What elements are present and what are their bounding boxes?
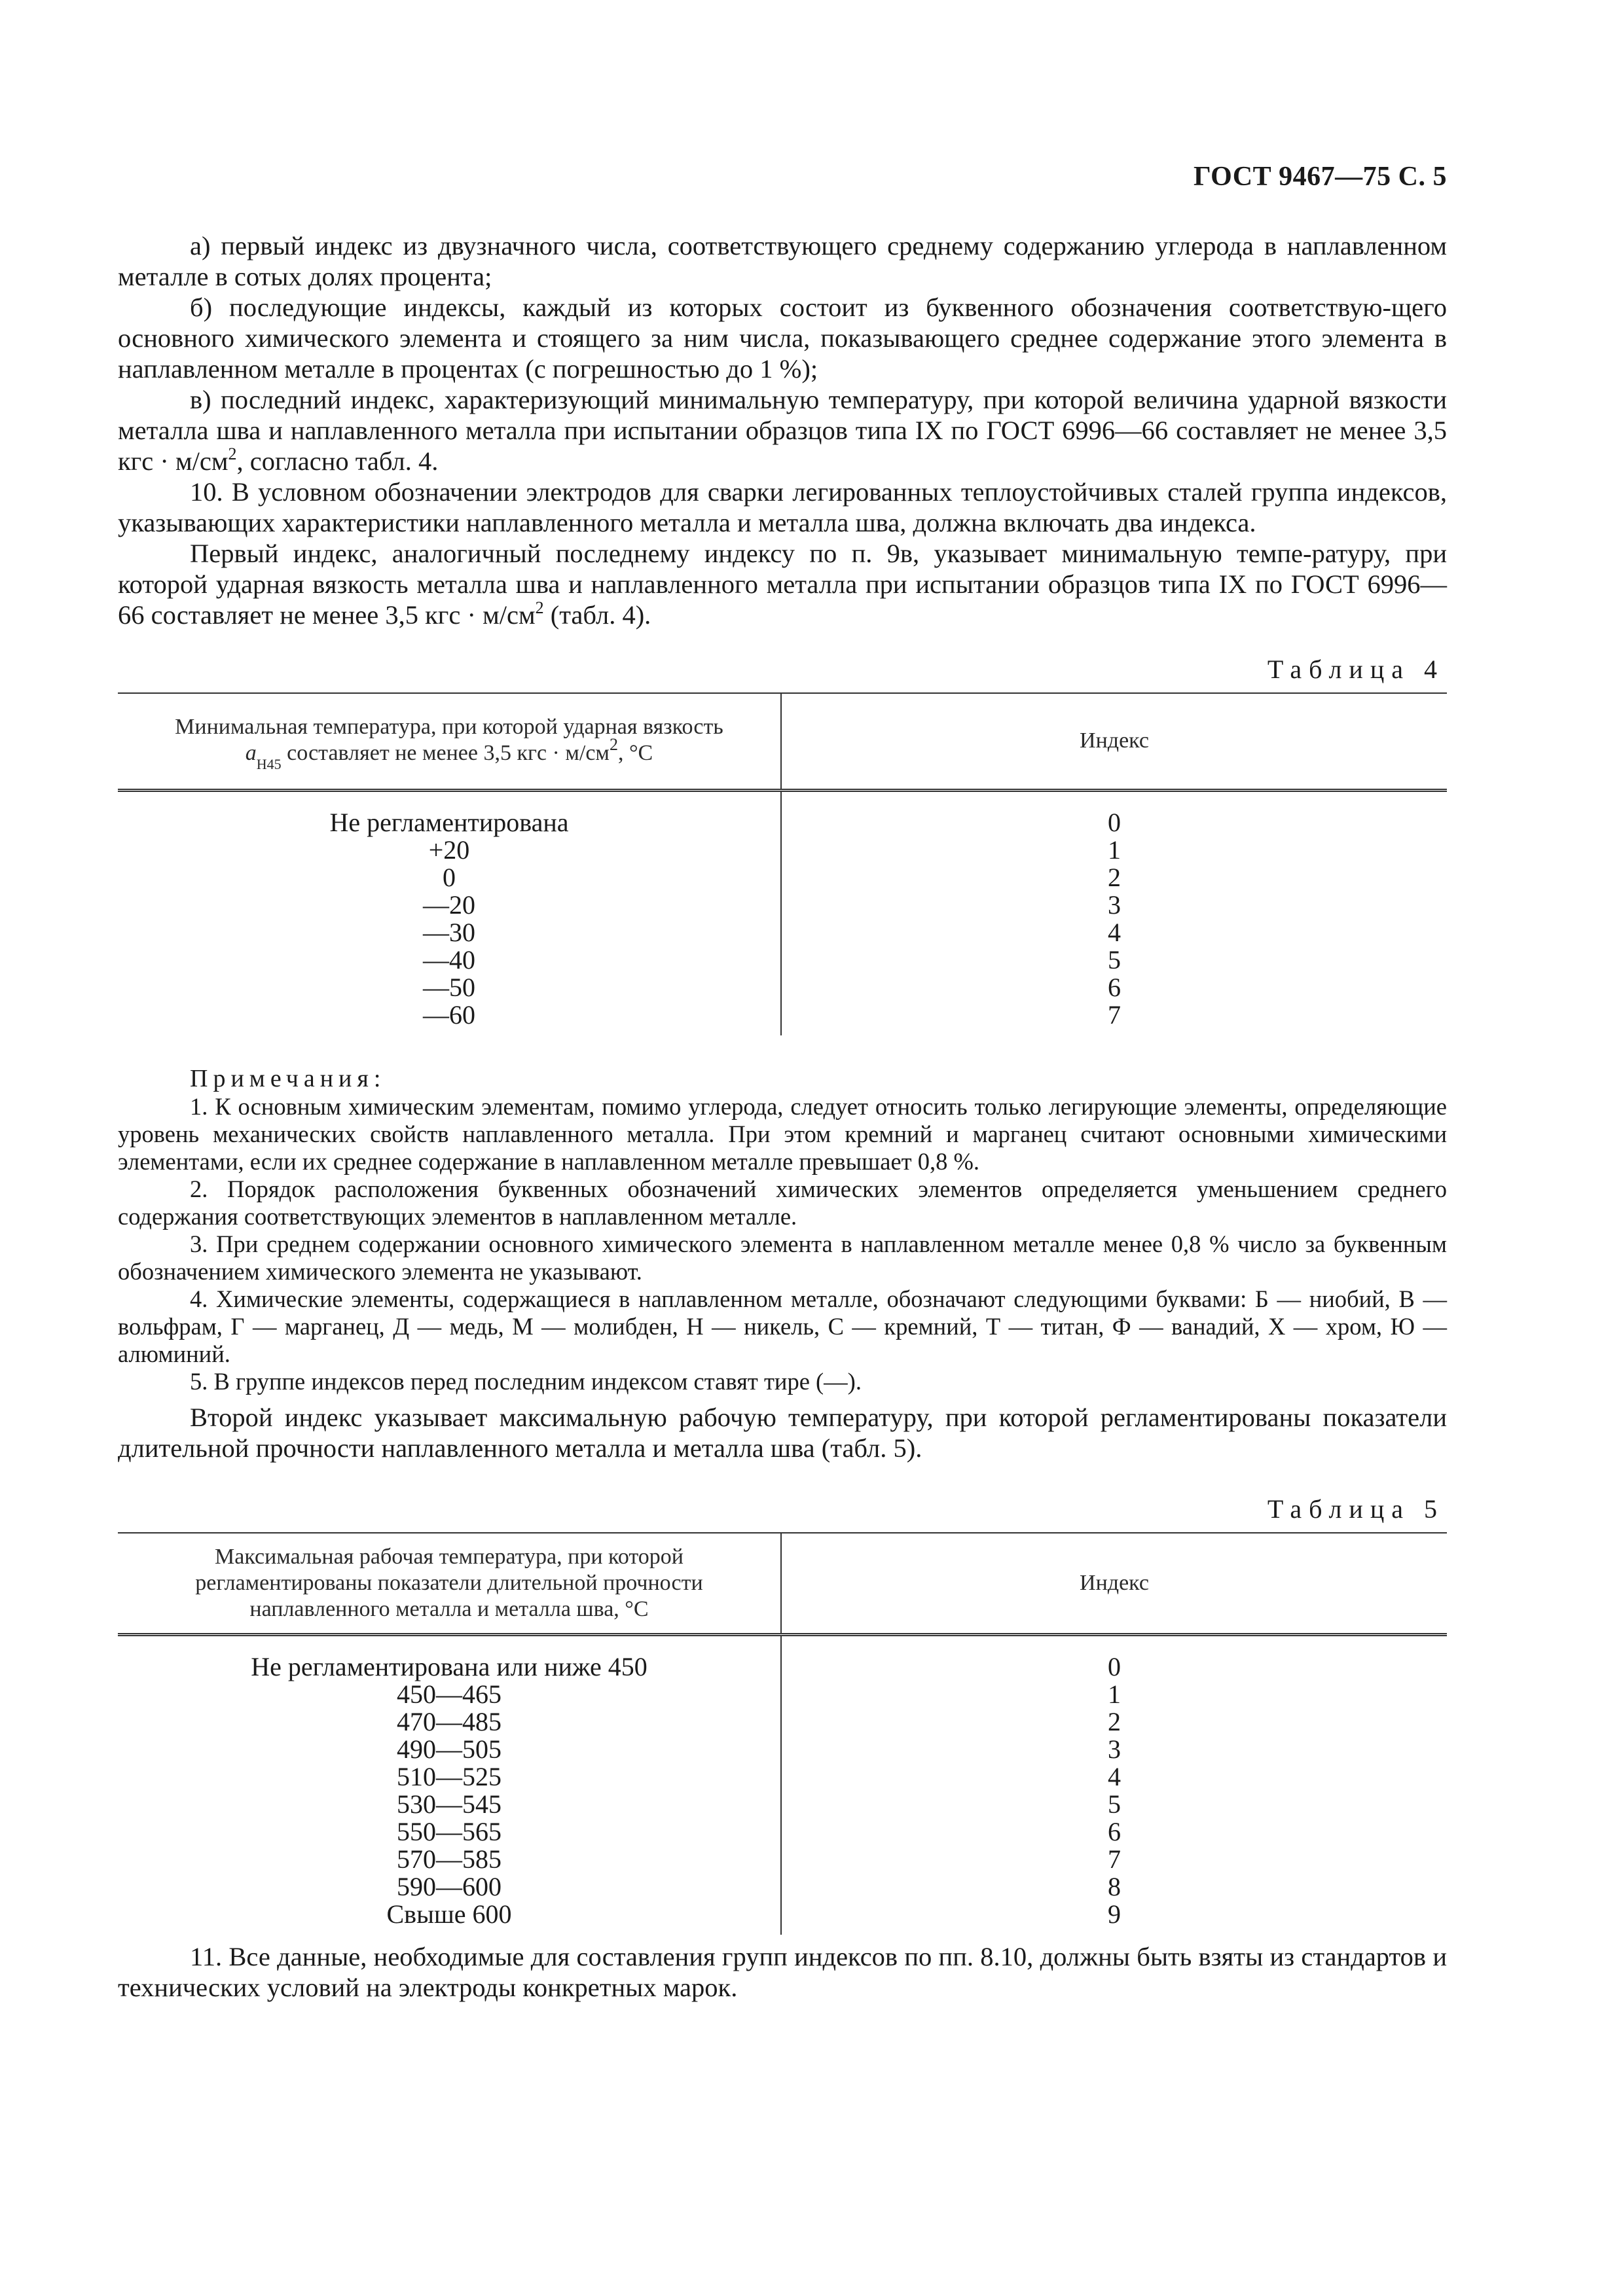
table-row [118,1873,1447,1901]
table5-caption: Таблица 5 [1267,1494,1444,1524]
table-row [118,864,1447,891]
temperature-cell: —50 [118,974,781,1001]
table-row [118,1708,1447,1736]
table-row [118,946,1447,974]
paragraph-11: 11. Все данные, необходимые для составления групп индексов по пп. 8.10, должны быть взяты из стандартов и технических условий на электроды конкретных марок. [118,1942,1447,2002]
table-row [118,1846,1447,1873]
superscript: 2 [609,735,618,755]
table4-header-line1: Минимальная температура, при которой ударная вязкость [175,714,723,739]
superscript: 2 [228,444,237,463]
table5-header-temperature [118,1533,781,1635]
paragraph-second-index: Второй индекс указывает максимальную рабочую температуру, при которой регламентированы показатели длительной прочности наплавленного металла и металла шва (табл. 5). [118,1402,1447,1463]
paragraph-c-text: в) последний индекс, характеризующий минимальную температуру, при которой величина ударной вязкости металла шва и наплавленного металла при испытании образцов типа IX по ГОСТ 6996—66 составляет не менее 3,5 кгс · м/см [118,385,1447,476]
notes-title: Примечания: [190,1064,386,1092]
temperature-cell: —30 [118,919,781,946]
temperature-cell: —20 [118,891,781,919]
table-row [118,1763,1447,1791]
index-cell: 7 [1108,999,1121,1030]
paragraph-c [118,384,1447,476]
table4-header-line2: составляет не менее 3,5 кгс · м/см [281,740,610,765]
index-cell: 2 [1108,1707,1121,1736]
table-row [118,1901,1447,1935]
table-row [118,974,1447,1001]
document-body [118,230,1447,2003]
note-item: 2. Порядок расположения буквенных обозначений химических элементов определяется уменьшением среднего содержания соответствующих элементов в наплавленном металле. [118,1175,1447,1230]
table-row [118,836,1447,864]
index-cell: 4 [1108,1762,1121,1791]
temperature-cell: +20 [118,836,781,864]
table5-header-index: Индекс [781,1533,1447,1635]
index-cell: 1 [1108,834,1121,865]
table4-header-unit: , °С [617,740,653,765]
table-row [118,1635,1447,1681]
temperature-cell: 590—600 [118,1873,781,1901]
temperature-cell: Не регламентирована [118,790,781,836]
temperature-cell: Свыше 600 [118,1901,781,1935]
note-item: 5. В группе индексов перед последним индексом ставят тире (—). [190,1367,862,1395]
table-5 [118,1532,1447,1935]
paragraph-first-index-text: Первый индекс, аналогичный последнему индексу по п. 9в, указывает минимальную темпе-ратуру, при которой ударная вязкость металла шва и наплавленного металла при испытании образцов типа IX по ГОСТ 6996—66 составляет не менее 3,5 кгс · м/см [118,539,1447,630]
index-cell: 5 [1108,944,1121,975]
paragraph-10: 10. В условном обозначении электродов для сварки легированных теплоустойчивых сталей группа индексов, указывающих характеристики наплавленного металла и металла шва, должна включать два индекса. [118,477,1447,537]
temperature-cell: 450—465 [118,1681,781,1708]
table-row [118,1001,1447,1035]
table-row [118,919,1447,946]
temperature-cell: 0 [118,864,781,891]
table-row [118,1681,1447,1708]
table4-header-temperature [118,693,781,790]
table4-caption: Таблица 4 [1267,655,1444,684]
temperature-cell: 490—505 [118,1736,781,1763]
index-cell: 3 [1108,889,1121,920]
temperature-cell: 510—525 [118,1763,781,1791]
index-cell: 9 [1108,1899,1121,1929]
table4-header-index: Индекс [781,693,1447,790]
temperature-cell: —40 [118,946,781,974]
index-cell: 3 [1108,1734,1121,1764]
paragraph-first-index-tail: (табл. 4). [543,600,651,630]
paragraph-b: б) последующие индексы, каждый из которых состоит из буквенного обозначения соответствую-щего основного химического элемента и стоящего за ним числа, показывающего среднее содержание этого элемента в наплавленном металле в процентах (с погрешностью до 1 %); [118,293,1447,384]
temperature-cell: 550—565 [118,1818,781,1846]
paragraph-a: а) первый индекс из двузначного числа, соответствующего среднему содержанию углерода в наплавленном металле в сотых долях процента; [118,231,1447,291]
superscript: 2 [535,598,544,617]
temperature-cell: —60 [118,1001,781,1035]
table-4 [118,692,1447,1035]
paragraph-first-index [118,538,1447,630]
index-cell: 8 [1108,1872,1121,1901]
index-cell: 1 [1108,1679,1121,1709]
page-header: ГОСТ 9467—75 С. 5 [1193,162,1447,192]
impact-symbol: a [245,740,257,765]
index-cell: 6 [1108,1817,1121,1846]
index-cell: 0 [1108,807,1121,837]
table-row [118,891,1447,919]
temperature-cell: 570—585 [118,1846,781,1873]
table5-body [118,1635,1447,1935]
temperature-cell: 470—485 [118,1708,781,1736]
index-cell: 6 [1108,972,1121,1002]
table-row [118,1818,1447,1846]
table-row [118,790,1447,836]
note-item: 4. Химические элементы, содержащиеся в наплавленном металле, обозначают следующими буквами: Б — ниобий, В — вольфрам, Г — марганец, Д — медь, М — молибден, Н — никель, С — кремний, Т — титан, Ф — ванадий, Х — хром, Ю — алюминий. [118,1285,1447,1367]
note-item: 1. К основным химическим элементам, помимо углерода, следует относить только легирующие элементы, определяющие уровень механических свойств наплавленного металла. При этом кремний и марганец считают основными химическими элементами, если их среднее содержание в наплавленном металле превышает 0,8 %. [118,1092,1447,1175]
index-cell: 0 [1108,1652,1121,1681]
index-cell: 5 [1108,1789,1121,1819]
index-cell: 2 [1108,862,1121,892]
table5-header-text: Максимальная рабочая температура, при которой регламентированы показатели длительной прочности наплавленного металла и металла шва, °С [195,1544,703,1621]
note-item: 3. При среднем содержании основного химического элемента в наплавленном металле менее 0,8 % число за буквенным обозначением химического элемента не указывают. [118,1230,1447,1285]
temperature-cell: Не регламентирована или ниже 450 [118,1635,781,1681]
table4-body [118,790,1447,1035]
temperature-cell: 530—545 [118,1791,781,1818]
table-row [118,1791,1447,1818]
paragraph-c-tail: , согласно табл. 4. [236,446,439,476]
table-row [118,1736,1447,1763]
index-cell: 4 [1108,917,1121,947]
notes-list [118,1093,1447,1395]
impact-subscript: Н45 [256,755,282,772]
index-cell: 7 [1108,1844,1121,1874]
